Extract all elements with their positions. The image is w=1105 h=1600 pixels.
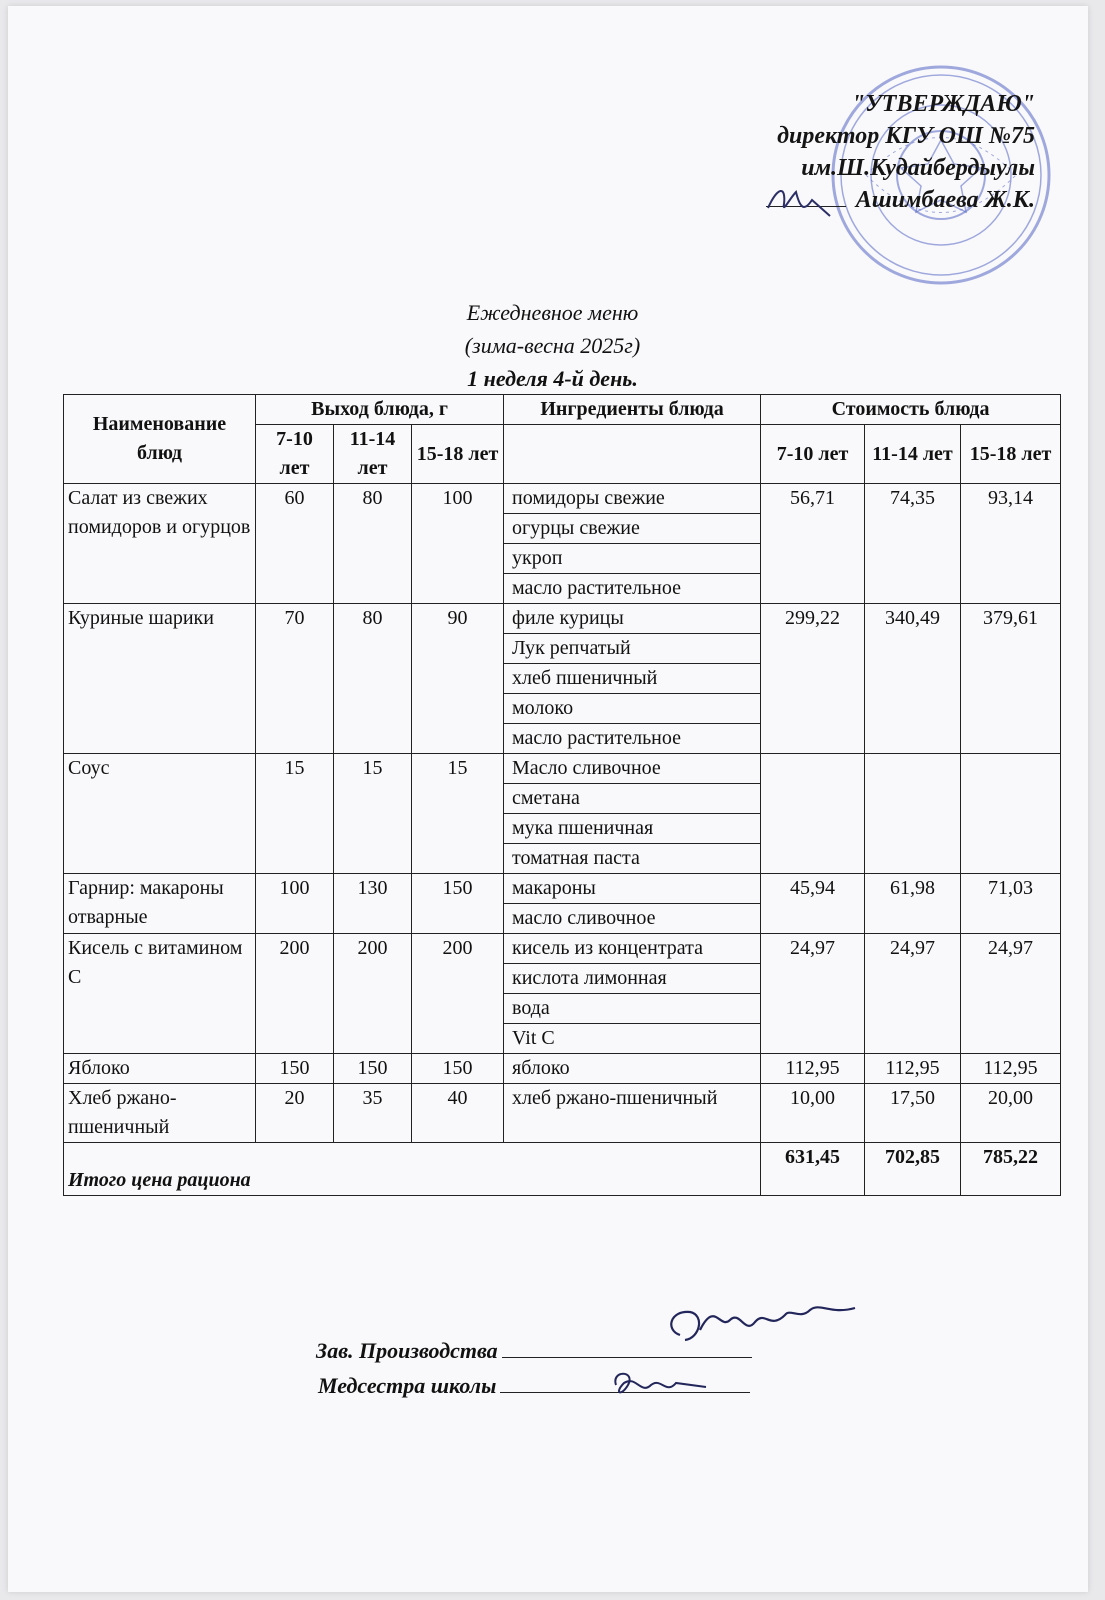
ingredient-item: масло сливочное bbox=[512, 907, 656, 929]
total-label: Итого цена рациона bbox=[64, 1143, 761, 1196]
ingredient-item: томатная паста bbox=[512, 847, 640, 869]
dish-name: Соус bbox=[64, 754, 256, 874]
ingredient-item: огурцы свежие bbox=[504, 514, 760, 544]
cost-age3: 20,00 bbox=[961, 1084, 1061, 1143]
yield-age3: 15 bbox=[412, 754, 504, 874]
ingredient-item: помидоры свежие bbox=[504, 484, 760, 514]
yield-age3: 100 bbox=[412, 484, 504, 604]
table-row bbox=[64, 1054, 1061, 1084]
yield-age2: 15 bbox=[334, 754, 412, 874]
dish-name: Гарнир: макароны отварные bbox=[64, 874, 256, 934]
cost-age1: 10,00 bbox=[761, 1084, 865, 1143]
yield-age1: 200 bbox=[256, 934, 334, 1054]
cost-age1: 299,22 bbox=[761, 604, 865, 754]
ingredient-item: масло растительное bbox=[512, 727, 682, 749]
ingredient-item: мука пшеничная bbox=[504, 814, 760, 844]
approval-title: "УТВЕРЖДАЮ" bbox=[851, 91, 1035, 117]
cost-age3: 71,03 bbox=[961, 874, 1061, 934]
cost-age2 bbox=[865, 754, 961, 874]
yield-age3: 150 bbox=[412, 1054, 504, 1084]
total-cost-age3: 785,22 bbox=[961, 1143, 1061, 1196]
cost-age1: 45,94 bbox=[761, 874, 865, 934]
cost-age1 bbox=[761, 754, 865, 874]
cost-age3: 379,61 bbox=[961, 604, 1061, 754]
yield-age3: 90 bbox=[412, 604, 504, 754]
approval-school: им.Ш.Кудайбердыулы bbox=[801, 155, 1035, 181]
yield-age2: 130 bbox=[334, 874, 412, 934]
title-line1: Ежедневное меню bbox=[466, 300, 639, 325]
dish-name: Хлеб ржано-пшеничный bbox=[64, 1084, 256, 1143]
ingredient-item: филе курицы bbox=[504, 604, 760, 634]
ingredients-cell bbox=[504, 484, 761, 604]
production-signature bbox=[660, 1290, 860, 1360]
yield-age1: 100 bbox=[256, 874, 334, 934]
yield-age2: 150 bbox=[334, 1054, 412, 1084]
total-row bbox=[64, 1143, 1061, 1196]
menu-table bbox=[63, 394, 1061, 1196]
yield-age2: 80 bbox=[334, 484, 412, 604]
approval-block bbox=[766, 88, 1035, 216]
cost-age2: 17,50 bbox=[865, 1084, 961, 1143]
approval-name: Ашимбаева Ж.К. bbox=[766, 184, 1035, 216]
header-cost-age1: 7-10 лет bbox=[761, 425, 865, 484]
total-cost-age1: 631,45 bbox=[761, 1143, 865, 1196]
yield-age3: 150 bbox=[412, 874, 504, 934]
header-cost-age3: 15-18 лет bbox=[961, 425, 1061, 484]
yield-age1: 70 bbox=[256, 604, 334, 754]
ingredients-cell bbox=[504, 934, 761, 1054]
title-line3: 1 неделя 4-й день. bbox=[467, 366, 638, 391]
header-cost-age2: 11-14 лет bbox=[865, 425, 961, 484]
yield-age1: 20 bbox=[256, 1084, 334, 1143]
cost-age2: 61,98 bbox=[865, 874, 961, 934]
ingredient-item: хлеб пшеничный bbox=[504, 664, 760, 694]
yield-age1: 60 bbox=[256, 484, 334, 604]
cost-age3: 93,14 bbox=[961, 484, 1061, 604]
ingredient-item: хлеб ржано-пшеничный bbox=[512, 1087, 718, 1109]
ingredient-item: Vit C bbox=[512, 1027, 555, 1049]
ingredient-item: масло растительное bbox=[512, 577, 682, 599]
ingredient-item: макароны bbox=[504, 874, 760, 904]
dish-name: Яблоко bbox=[64, 1054, 256, 1084]
menu-title bbox=[0, 296, 1105, 395]
header-yield: Выход блюда, г bbox=[256, 395, 504, 425]
header-row bbox=[64, 395, 1061, 425]
production-label: Зав. Производства bbox=[316, 1338, 498, 1363]
cost-age1: 112,95 bbox=[761, 1054, 865, 1084]
ingredients-cell bbox=[504, 754, 761, 874]
table-row bbox=[64, 934, 1061, 1054]
cost-age2: 24,97 bbox=[865, 934, 961, 1054]
dish-name: Кисель с витамином С bbox=[64, 934, 256, 1054]
title-line2: (зима-весна 2025г) bbox=[464, 333, 641, 358]
ingredient-item: вода bbox=[504, 994, 760, 1024]
ingredient-item: сметана bbox=[504, 784, 760, 814]
cost-age2: 340,49 bbox=[865, 604, 961, 754]
ingredients-cell bbox=[504, 1084, 761, 1143]
header-yield-age2: 11-14 лет bbox=[334, 425, 412, 484]
cost-age3: 24,97 bbox=[961, 934, 1061, 1054]
cost-age3 bbox=[961, 754, 1061, 874]
ingredient-item: Лук репчатый bbox=[504, 634, 760, 664]
ingredient-item: яблоко bbox=[512, 1057, 570, 1079]
table-row bbox=[64, 754, 1061, 874]
director-signature bbox=[760, 178, 840, 222]
yield-age1: 15 bbox=[256, 754, 334, 874]
nurse-label: Медсестра школы bbox=[318, 1373, 497, 1398]
dish-name: Салат из свежих помидоров и огурцов bbox=[64, 484, 256, 604]
header-ingredients: Ингредиенты блюда bbox=[504, 395, 761, 425]
header-cost: Стоимость блюда bbox=[761, 395, 1061, 425]
table-row bbox=[64, 604, 1061, 754]
table-row bbox=[64, 874, 1061, 934]
yield-age3: 200 bbox=[412, 934, 504, 1054]
header-yield-age1: 7-10 лет bbox=[256, 425, 334, 484]
yield-age2: 200 bbox=[334, 934, 412, 1054]
yield-age1: 150 bbox=[256, 1054, 334, 1084]
cost-age3: 112,95 bbox=[961, 1054, 1061, 1084]
header-name: Наименование блюд bbox=[64, 395, 256, 484]
ingredients-cell bbox=[504, 604, 761, 754]
menu-body bbox=[64, 484, 1061, 1143]
total-cost-age2: 702,85 bbox=[865, 1143, 961, 1196]
ingredient-item: молоко bbox=[504, 694, 760, 724]
nurse-signature bbox=[606, 1365, 716, 1405]
cost-age1: 56,71 bbox=[761, 484, 865, 604]
approval-position: директор КГУ ОШ №75 bbox=[777, 123, 1035, 149]
header-ingredients-blank bbox=[504, 425, 761, 484]
ingredient-item: кислота лимонная bbox=[504, 964, 760, 994]
ingredient-item: укроп bbox=[504, 544, 760, 574]
cost-age2: 74,35 bbox=[865, 484, 961, 604]
yield-age2: 80 bbox=[334, 604, 412, 754]
cost-age1: 24,97 bbox=[761, 934, 865, 1054]
yield-age2: 35 bbox=[334, 1084, 412, 1143]
ingredients-cell bbox=[504, 874, 761, 934]
cost-age2: 112,95 bbox=[865, 1054, 961, 1084]
yield-age3: 40 bbox=[412, 1084, 504, 1143]
ingredient-item: кисель из концентрата bbox=[504, 934, 760, 964]
table-row bbox=[64, 1084, 1061, 1143]
table-row bbox=[64, 484, 1061, 604]
dish-name: Куриные шарики bbox=[64, 604, 256, 754]
header-yield-age3: 15-18 лет bbox=[412, 425, 504, 484]
ingredient-item: Масло сливочное bbox=[504, 754, 760, 784]
ingredients-cell bbox=[504, 1054, 761, 1084]
